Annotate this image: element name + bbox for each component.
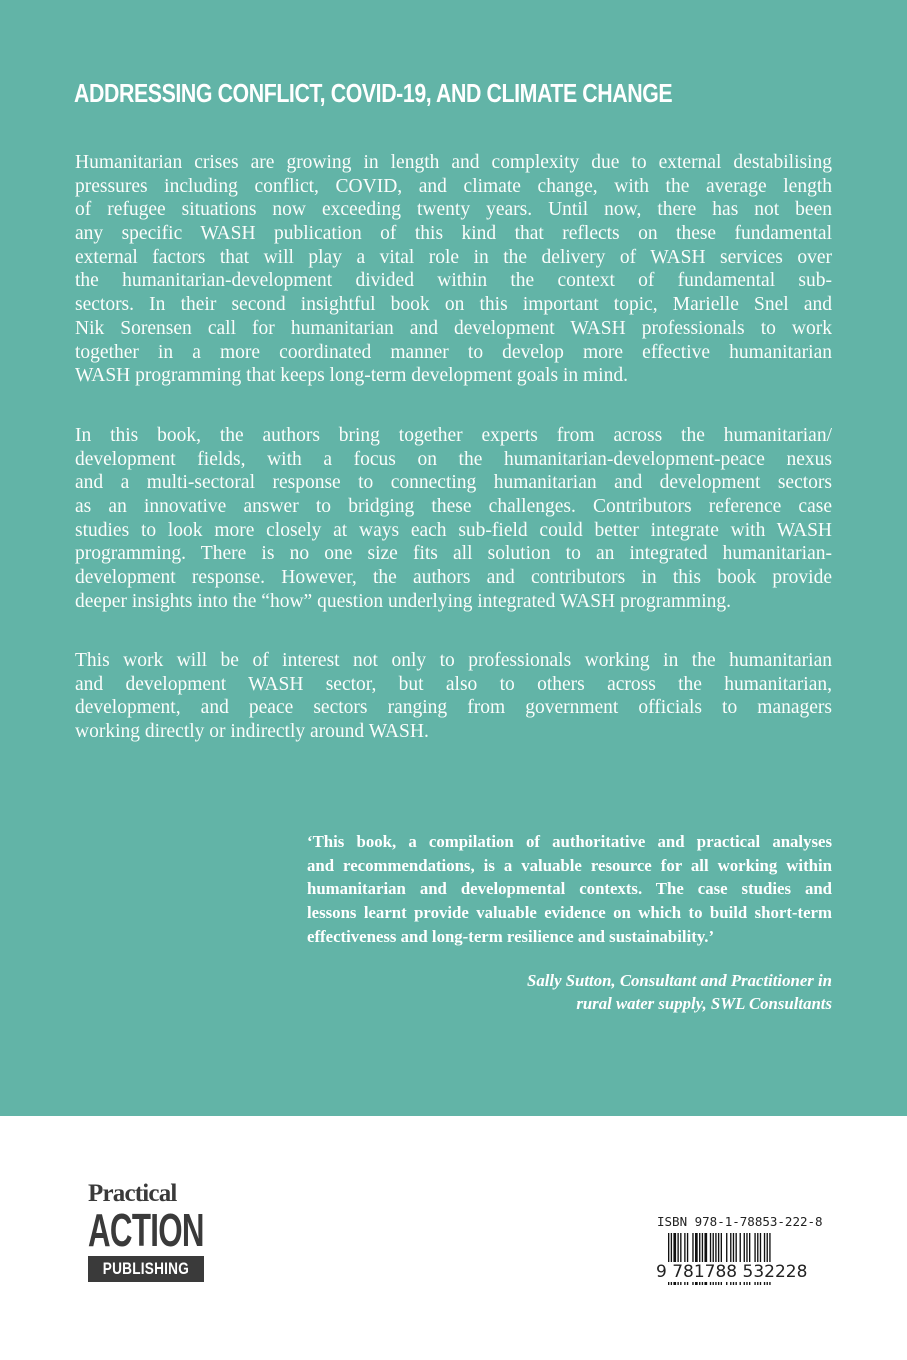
text-line: Sally Sutton, Consultant and Practitioner in (527, 971, 832, 990)
text-line: as an innovative answer to bridging these challenges. Contributors reference case (75, 496, 832, 518)
text-line: ‘This book, a compilation of authoritative and practical analyses (307, 832, 832, 851)
text-line: development response. However, the authors and contributors in this book provide (75, 567, 832, 589)
text-line: external factors that will play a vital role in the delivery of WASH services over (75, 246, 832, 268)
text-line: together in a more coordinated manner to develop more effective humanitarian (75, 341, 832, 363)
text-line: of refugee situations now exceeding twenty years. Until now, there has not been (75, 199, 832, 221)
cover-heading: ADDRESSING CONFLICT, COVID-19, AND CLIMATE CHANGE (74, 78, 673, 108)
text-line: Nik Sorensen call for humanitarian and development WASH professionals to work (75, 317, 832, 339)
text-line: Humanitarian crises are growing in length and complexity due to external destabilising (75, 152, 832, 173)
text-line: WASH programming that keeps long-term development goals in mind. (75, 365, 628, 387)
endorsement-quote (307, 830, 832, 948)
text-line: development fields, with a focus on the humanitarian-development-peace nexus (75, 448, 832, 470)
text-line: studies to look more closely at ways each sub-field could better integrate with WASH (75, 519, 832, 541)
text-line: the humanitarian-development divided within the context of fundamental sub- (75, 270, 832, 292)
text-line: sectors. In their second insightful book on this important topic, Marielle Snel and (75, 294, 832, 316)
isbn-label: ISBN 978-1-78853-222-8 (657, 1214, 823, 1229)
text-line: and development WASH sector, but also to others across the humanitarian, (75, 673, 832, 695)
text-line: rural water supply, SWL Consultants (576, 994, 832, 1014)
publisher-logo (88, 1180, 204, 1282)
text-line: lessons learnt provide valuable evidence on which to build short-term (307, 903, 832, 923)
text-line: development, and peace sectors ranging from government officials to managers (75, 697, 832, 719)
barcode-number: 9 781788 532228 (656, 1262, 808, 1282)
text-line: and a multi-sectoral response to connecting humanitarian and development sectors (75, 472, 832, 494)
text-line: working directly or indirectly around WASH. (75, 721, 429, 743)
text-line: any specific WASH publication of this kind that reflects on these fundamental (75, 223, 832, 245)
endorsement-attribution (527, 969, 832, 1015)
text-line: deeper insights into the “how” question underlying integrated WASH programming. (75, 590, 732, 612)
text-line: pressures including conflict, COVID, and climate change, with the average length (75, 175, 832, 197)
text-line: This work will be of interest not only to professionals working in the humanitarian (75, 650, 832, 671)
logo-publishing: PUBLISHING (88, 1256, 204, 1282)
text-line: and recommendations, is a valuable resource for all working within (307, 855, 832, 875)
text-line: In this book, the authors bring together experts from across the humanitarian/ (75, 425, 832, 446)
paragraph-3 (75, 649, 832, 744)
text-line: effectiveness and long-term resilience and sustainability.’ (307, 926, 715, 946)
logo-practical: Practical (88, 1180, 177, 1207)
logo-action: ACTION (88, 1204, 204, 1256)
paragraph-1 (75, 151, 832, 388)
text-line: programming. There is no one size fits all solution to an integrated humanitarian- (75, 543, 832, 565)
paragraph-2 (75, 424, 832, 614)
text-line: humanitarian and developmental contexts. The case studies and (307, 879, 832, 899)
